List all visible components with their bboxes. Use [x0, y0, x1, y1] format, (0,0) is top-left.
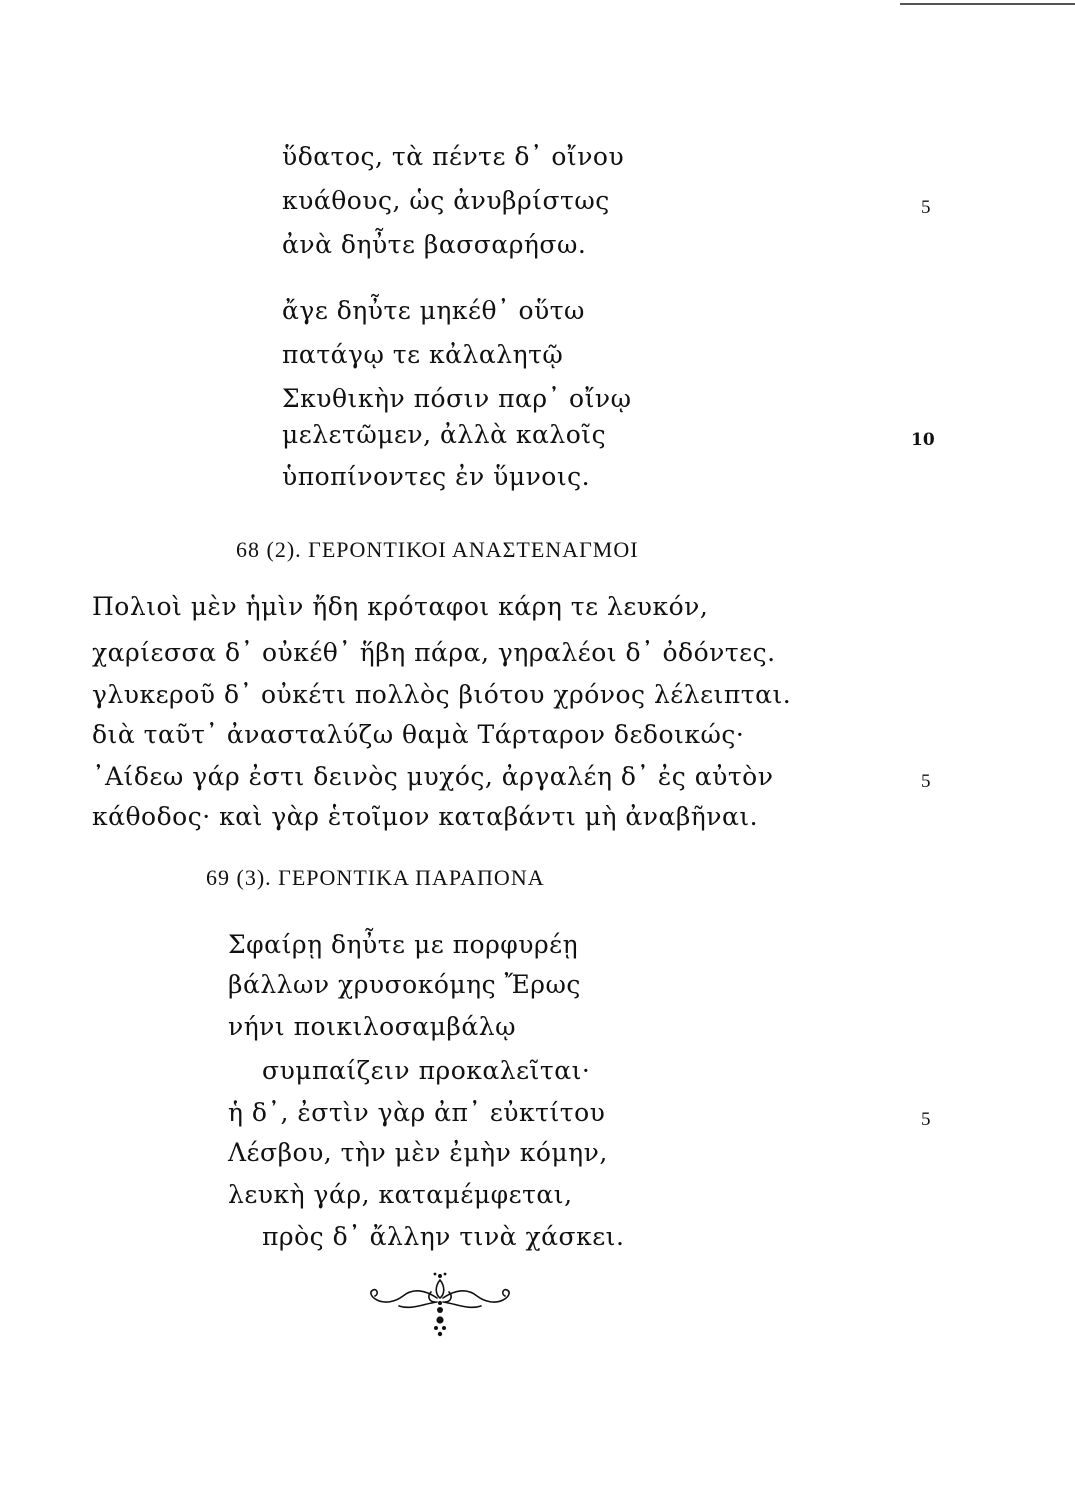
poem2-line-3: γλυκεροῦ δ᾽ οὐκέτι πολλὸς βιότου χρόνος λέλειπται.: [92, 680, 792, 709]
section-heading: 68 (2). ΓΕΡΟΝΤΙΚΟΙ ΑΝΑΣΤΕΝΑΓΜΟΙ: [236, 537, 639, 562]
poem1-line-3: ἀνὰ δηὖτε βασσαρήσω.: [282, 230, 587, 259]
poem3-line-8: πρὸς δ᾽ ἄλλην τινὰ χάσκει.: [262, 1222, 625, 1251]
poem1-line-5: πατάγῳ τε κἀλαλητῷ: [282, 340, 564, 369]
floral-flourish-ornament-icon: [365, 1270, 515, 1340]
poem3-line-3: νήνι ποικιλοσαμβάλῳ: [228, 1012, 516, 1041]
poem3-line-2: βάλλων χρυσοκόμης Ἔρως: [228, 970, 581, 999]
poem3-line-7: λευκὴ γάρ, καταμέμφεται,: [228, 1180, 573, 1209]
line-number: 5: [921, 1109, 931, 1130]
poem2-line-5: ᾽Αίδεω γάρ ἐστι δεινὸς μυχός, ἀργαλέη δ᾽ ἐς αὐτὸν: [92, 762, 774, 791]
poem3-line-4: συμπαίζειν προκαλεῖται·: [262, 1056, 591, 1085]
poem1-line-2: κυάθους, ὡς ἀνυβρίστως: [282, 186, 610, 215]
poem3-line-5: ἡ δ᾽, ἐστὶν γὰρ ἀπ᾽ εὐκτίτου: [228, 1098, 606, 1127]
line-number: 10: [911, 430, 935, 450]
poem1-line-7: μελετῶμεν, ἀλλὰ καλοῖς: [282, 420, 607, 449]
top-rule: [900, 3, 1075, 5]
poem3-line-1: Σφαίρῃ δηὖτε με πορφυρέῃ: [228, 930, 579, 959]
line-number: 5: [921, 197, 931, 218]
poem2-line-2: χαρίεσσα δ᾽ οὐκέθ᾽ ἥβη πάρα, γηραλέοι δ᾽ ὀδόντες.: [92, 638, 776, 667]
section-heading: 69 (3). ΓΕΡΟΝΤΙΚΑ ΠΑΡΑΠΟΝΑ: [206, 865, 545, 890]
poem1-line-6: Σκυθικὴν πόσιν παρ᾽ οἴνῳ: [282, 384, 632, 413]
poem1-line-1: ὕδατος, τὰ πέντε δ᾽ οἴνου: [282, 142, 625, 171]
poem2-line-6: κάθοδος· καὶ γὰρ ἑτοῖμον καταβάντι μὴ ἀναβῆναι.: [92, 802, 759, 831]
poem2-line-1: Πολιοὶ μὲν ἡμὶν ἤδη κρόταφοι κάρη τε λευκόν,: [92, 592, 709, 621]
poem1-line-4: ἄγε δηὖτε μηκέθ᾽ οὕτω: [282, 296, 585, 325]
poem3-line-6: Λέσβου, τὴν μὲν ἐμὴν κόμην,: [228, 1138, 608, 1167]
poem2-line-4: διὰ ταῦτ᾽ ἀνασταλύζω θαμὰ Τάρταρον δεδοικώς·: [92, 720, 745, 749]
line-number: 5: [921, 771, 931, 792]
poem1-line-8: ὑποπίνοντες ἐν ὕμνοις.: [282, 462, 591, 491]
